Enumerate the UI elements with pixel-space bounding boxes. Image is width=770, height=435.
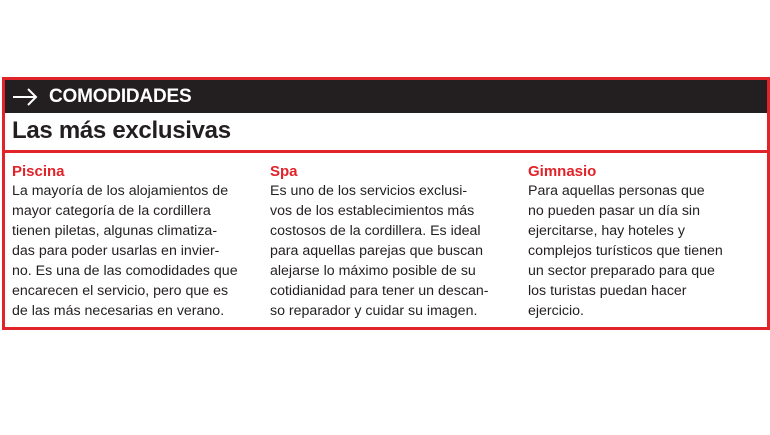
column-heading: Spa bbox=[270, 163, 298, 180]
section-label: COMODIDADES bbox=[49, 86, 192, 107]
column-text: Para aquellas personas que no pueden pasar un día sin ejercitarse, hay hoteles y complejos turísticos que tienen un sector preparado para que los turistas puedan hacer ejercicio. bbox=[528, 183, 723, 319]
column-heading: Piscina bbox=[12, 163, 65, 180]
column-spa bbox=[270, 163, 510, 321]
section-header-bar bbox=[5, 80, 767, 113]
headline: Las más exclusivas bbox=[12, 117, 231, 144]
column-gimnasio bbox=[528, 163, 768, 321]
arrow-right-icon bbox=[11, 87, 39, 107]
title-row bbox=[5, 113, 767, 153]
column-heading: Gimnasio bbox=[528, 163, 597, 180]
column-piscina bbox=[12, 163, 252, 321]
column-text: La mayoría de los alojamientos de mayor categoría de la cordillera tienen piletas, algunas climatiza- das para poder usarlas en invier- no. Es una de las comodidades que encarecen el servicio, pero que es de las más necesarias en verano. bbox=[12, 183, 238, 319]
info-box bbox=[2, 77, 770, 330]
column-text: Es uno de los servicios exclusi- vos de los establecimientos más costosos de la cordillera. Es ideal para aquellas parejas que buscan alejarse lo máximo posible de su cotidianidad para tener un descan- so reparador y cuidar su imagen. bbox=[270, 183, 489, 319]
